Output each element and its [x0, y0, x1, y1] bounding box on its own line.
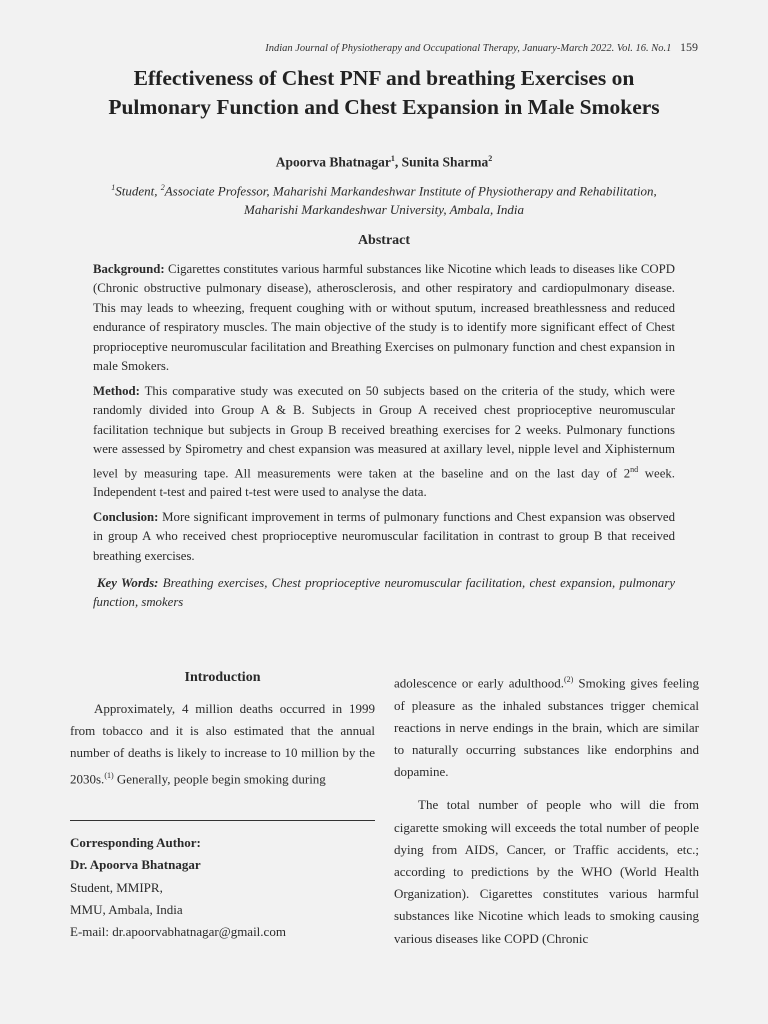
intro-paragraph-1 — [70, 698, 375, 790]
conclusion-text: More significant improvement in terms of pulmonary functions and Chest expansion was observed in group A who received chest proprioceptive neuromuscular facilitation in contrast to group B that received breathing exercises. — [93, 510, 675, 563]
author-2-affil-mark: 2 — [488, 154, 493, 163]
method-text-2: week. Independent t-test and paired t-test were used to analyse the data. — [93, 465, 675, 500]
method-text-1: This comparative study was executed on 50 subjects based on the criteria of the study, which were randomly divided into Group A & B. Subjects in Group A received chest proprioceptive neuromuscular facilitation technique but subjects in Group B received breathing exercises for 2 weeks. Pulmonary functions were assessed by Spirometry and chest expansion was measured at axillary level, nipple level and Xiphisternum level by measuring tape. All measurements were taken at the baseline and on the last day of 2 — [93, 384, 675, 480]
affiliation-line-1 — [40, 178, 728, 200]
citation-ref-2: (2) — [564, 675, 574, 684]
keywords-label: Key Words: — [97, 576, 159, 590]
title-line-2: Pulmonary Function and Chest Expansion in Male Smokers — [108, 95, 660, 119]
running-header — [265, 40, 698, 55]
background-text: Cigarettes constitutes various harmful substances like Nicotine which leads to diseases like COPD (Chronic obstructive pulmonary disease), atherosclerosis, and other respiratory and cardiopulmonary disease. This may leads to wheezing, frequent coughing with or without sputum, increased breathlessness and reduced endurance of respiratory muscles. The main objective of the study is to identify more significant effect of Chest proprioceptive neuromuscular facilitation and Breathing Exercises on pulmonary function and chest expansion in male Smokers. — [93, 262, 675, 374]
left-column — [70, 698, 375, 790]
method-label: Method: — [93, 384, 140, 398]
affiliation-line-2: Maharishi Markandeshwar University, Ambala, India — [244, 202, 524, 218]
method-superscript: nd — [630, 464, 639, 474]
intro-r1-text-b: Smoking gives feeling of pleasure as the inhaled substances trigger chemical reactions in nerve endings in the brain, which are similar to naturally occurring substances like endorphins and dopamine. — [394, 675, 699, 780]
author-2: Sunita Sharma — [401, 154, 489, 170]
intro-right-paragraph-2: The total number of people who will die from cigarette smoking will exceeds the total number of people dying from AIDS, Cancer, or Traffic accidents, etc.; according to predictions by the WHO (World Health Organization). Cigarettes constitutes various harmful substances like Nicotine which leads to smoking causing various diseases like COPD (Chronic — [394, 797, 699, 946]
corresponding-author-block — [70, 832, 375, 943]
journal-citation: Indian Journal of Physiotherapy and Occupational Therapy, January-March 2022. Vol. 16. No.1 — [265, 43, 672, 54]
keywords-text: Breathing exercises, Chest proprioceptive neuromuscular facilitation, chest expansion, pulmonary function, smokers — [93, 576, 675, 610]
intro-p1-text-b: Generally, people begin smoking during — [113, 770, 326, 786]
affil-text-2: Associate Professor, Maharishi Markandeshwar Institute of Physiotherapy and Rehabilitation, — [164, 183, 657, 199]
paper-title — [40, 64, 728, 122]
intro-right-paragraph-1 — [394, 669, 699, 783]
author-1-affil-mark: 1 — [390, 154, 395, 163]
corresponding-name: Dr. Apoorva Bhatnagar — [70, 857, 201, 873]
author-list — [0, 154, 768, 171]
background-label: Background: — [93, 262, 165, 276]
title-line-1: Effectiveness of Chest PNF and breathing Exercises on — [133, 66, 635, 90]
abstract-method — [93, 382, 675, 503]
abstract-heading: Abstract — [357, 233, 411, 248]
affiliations — [40, 178, 728, 219]
page-number: 159 — [680, 40, 698, 54]
corresponding-line-2: MMU, Ambala, India — [70, 901, 183, 917]
abstract-background — [93, 260, 675, 376]
affil-mark-2: 2 — [160, 183, 165, 192]
affil-text-1: Student, — [115, 183, 161, 199]
author-separator: , — [394, 154, 402, 170]
introduction-heading: Introduction — [184, 670, 261, 685]
affil-mark-1: 1 — [111, 183, 116, 192]
abstract-conclusion — [93, 508, 675, 566]
corresponding-label: Corresponding Author: — [70, 835, 201, 850]
right-column — [394, 669, 699, 950]
intro-p1-text-a: Approximately, 4 million deaths occurred in 1999 from tobacco and it is also estimated that the annual number of deaths is likely to increase to 10 million by the 2030s. — [70, 701, 375, 786]
citation-ref-1: (1) — [104, 770, 114, 780]
intro-r1-text-a: adolescence or early adulthood. — [394, 675, 565, 691]
abstract-keywords — [93, 574, 675, 613]
author-1: Apoorva Bhatnagar — [275, 154, 391, 170]
conclusion-label: Conclusion: — [93, 510, 159, 524]
corresponding-line-1: Student, MMIPR, — [70, 879, 163, 895]
footnote-divider — [70, 820, 375, 821]
corresponding-email: E-mail: dr.apoorvabhatnagar@gmail.com — [70, 924, 286, 940]
